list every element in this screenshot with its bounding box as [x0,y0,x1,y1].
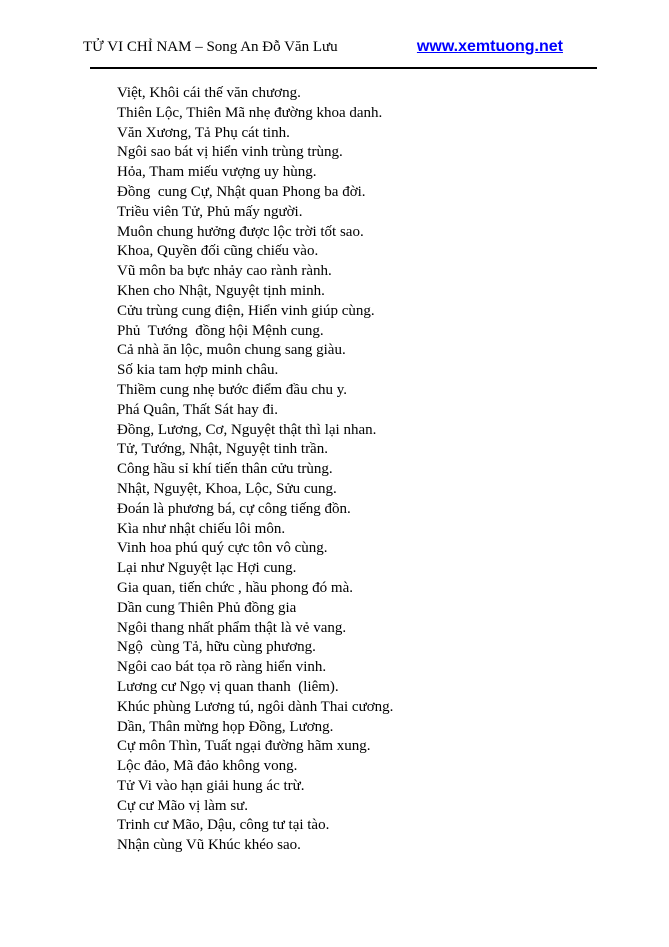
poem-line: Tử Vi vào hạn giải hung ác trừ. [117,777,305,794]
poem-line: Đoán là phương bá, cự công tiếng đồn. [117,500,351,517]
poem-line: Vũ môn ba bực nhảy cao rành rành. [117,263,332,280]
poem-line: Gia quan, tiến chức , hầu phong đó mà. [117,579,353,596]
poem-line: Thiên Lộc, Thiên Mã nhẹ đường khoa danh. [117,104,383,121]
page-header [83,38,586,58]
poem-line: Thiềm cung nhẹ bước điểm đầu chu y. [117,381,348,398]
poem-line: Muôn chung hưởng được lộc trời tốt sao. [117,223,364,240]
poem-line: Cự cư Mão vị làm sư. [117,797,249,814]
poem-line: Vinh hoa phú quý cực tôn vô cùng. [117,540,328,557]
poem-line: Đồng, Lương, Cơ, Nguyệt thật thì lại nhan. [117,421,377,438]
poem-line: Việt, Khôi cái thế văn chương. [117,85,301,101]
poem-line: Hỏa, Tham miếu vượng uy hùng. [117,164,317,181]
poem-line: Công hầu sỉ khí tiến thân cửu trùng. [117,461,333,478]
poem-line: Nhật, Nguyệt, Khoa, Lộc, Sửu cung. [117,480,337,497]
poem-line: Ngôi thang nhất phẩm thật là vẻ vang. [117,619,347,636]
poem-line: Trinh cư Mão, Dậu, công tư tại tào. [117,817,330,834]
header-divider [90,67,597,69]
poem-line: Ngộ cùng Tả, hữu cùng phương. [117,639,316,656]
poem-line: Đồng cung Cự, Nhật quan Phong ba đời. [117,183,366,200]
poem-line: Tử, Tướng, Nhật, Nguyệt tinh trần. [117,441,328,458]
poem-line: Văn Xương, Tả Phụ cát tinh. [117,124,290,141]
poem-line: Khúc phùng Lương tú, ngôi dành Thai cương. [117,698,394,715]
poem-line: Cự môn Thìn, Tuất ngại đường hãm xung. [117,738,371,755]
poem-line: Lương cư Ngọ vị quan thanh (liêm). [117,678,339,695]
poem-line: Phủ Tướng đồng hội Mệnh cung. [117,322,324,339]
document-title: TỬ VI CHỈ NAM – Song An Đỗ Văn Lưu [83,39,338,55]
poem-line: Lại như Nguyệt lạc Hợi cung. [117,560,297,577]
poem-line: Dần, Thân mừng họp Đồng, Lương. [117,718,334,735]
poem-line: Khen cho Nhật, Nguyệt tịnh minh. [117,282,325,299]
poem-line: Cả nhà ăn lộc, muôn chung sang giàu. [117,342,346,359]
poem-line: Triều viên Tử, Phủ mấy người. [117,203,303,220]
poem-line: Dần cung Thiên Phủ đồng gia [117,599,297,616]
poem-line: Số kia tam hợp minh châu. [117,362,279,379]
poem-line: Lộc đảo, Mã đảo không vong. [117,758,298,775]
poem-line: Phá Quân, Thất Sát hay đi. [117,401,278,418]
poem-line: Ngôi cao bát tọa rõ ràng hiển vinh. [117,659,327,676]
website-link[interactable]: www.xemtuong.net [416,38,563,55]
poem-line: Khoa, Quyền đối cũng chiếu vào. [117,243,319,260]
poem-lines [117,84,629,856]
poem-line: Cửu trùng cung điện, Hiển vinh giúp cùng. [117,302,375,319]
poem-line: Kìa như nhật chiếu lôi môn. [117,520,286,537]
poem-line: Nhận cùng Vũ Khúc khéo sao. [117,837,301,854]
poem-line: Ngôi sao bát vị hiển vinh trùng trùng. [117,144,343,161]
